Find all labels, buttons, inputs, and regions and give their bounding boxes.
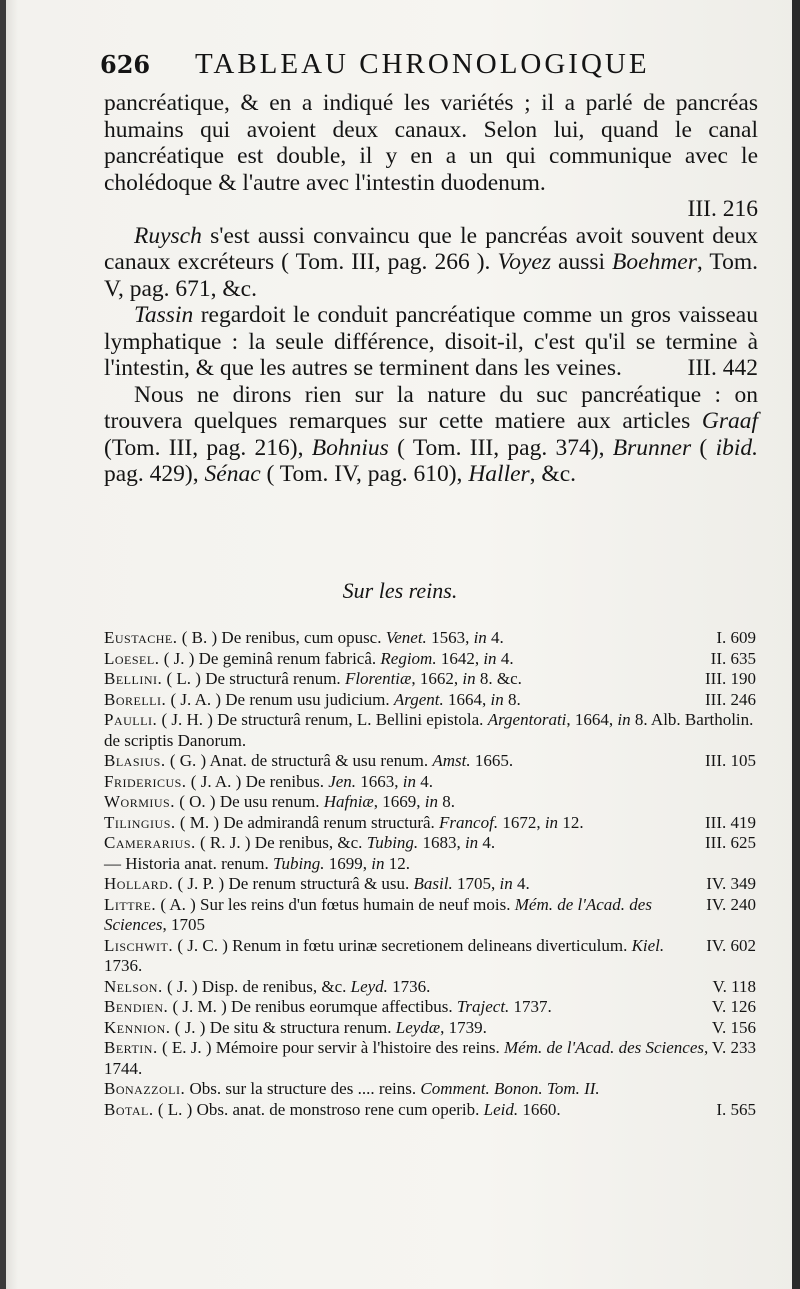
running-title: TABLEAU CHRONOLOGIQUE [195, 48, 650, 80]
entry-author: Camerarius. [104, 833, 196, 852]
volume-ref: IV. 602 [706, 935, 756, 955]
entry-author: Loesel. [104, 648, 160, 668]
bibliography-entry: I. 565 Botal. ( L. ) Obs. anat. de monstroso rene cum operib. Leid. 1660. [104, 1099, 756, 1119]
bibliography-entry: IV. 349 Hollard. ( J. P. ) De renum structurâ & usu. Basil. 1705, in 4. [104, 874, 756, 893]
bibliography-entry: III. 190 Bellini. ( L. ) De structurâ renum. Florentiæ, 1662, in 8. &c. [104, 669, 756, 688]
entry-author: Bonazzoli. [104, 1079, 186, 1098]
bibliography-entry: Fridericus. ( J. A. ) De renibus. Jen. 1663, in 4. [104, 771, 434, 791]
page-left-edge [0, 0, 6, 1289]
reference: III. 442 [687, 355, 758, 381]
page-header [100, 50, 720, 90]
paragraph-2: Ruysch s'est aussi convaincu que le pancréas avoit souvent deux canaux excréteurs ( Tom. III, pag. 266 ). Voyez aussi Boehmer, Tom. V, pag. 671, &c. [104, 222, 758, 302]
volume-ref: IV. 349 [706, 874, 756, 893]
entry-author: Kennion. [104, 1017, 171, 1037]
volume-ref: II. 635 [710, 648, 756, 668]
section-title: Sur les reins. [342, 578, 458, 603]
volume-ref: III. 419 [705, 812, 756, 832]
entry-author: Bertin. [104, 1038, 158, 1057]
entry-author: Eustache. [104, 628, 178, 647]
bibliography-entry: I. 609 Eustache. ( B. ) De renibus, cum opusc. Venet. 1563, in 4. [104, 628, 756, 647]
entry-author: Nelson. [104, 976, 163, 996]
bibliography-entry: III. 246 Borelli. ( J. A. ) De renum usu judicium. Argent. 1664, in 8. [104, 689, 756, 709]
bibliography-list [104, 628, 756, 1120]
volume-ref: III. 246 [705, 689, 756, 709]
paragraph-1: pancréatique, & en a indiqué les variétés ; il a parlé de pancréas humains qui avoient deux canaux. Selon lui, quand le canal pancréatique est double, il y en a un qui communique avec le cholédoque & l'autre avec l'intestin duodenum. III. 216 [104, 90, 758, 222]
entry-author: Wormius. [104, 792, 175, 811]
volume-ref: V. 233 [711, 1038, 756, 1057]
page-right-edge [792, 0, 800, 1289]
volume-ref: IV. 240 [706, 894, 756, 914]
volume-ref: III. 625 [705, 833, 756, 852]
bibliography-entry: III. 625 Camerarius. ( R. J. ) De renibus, &c. Tubing. 1683, in 4. [104, 833, 756, 852]
entry-author: Botal. [104, 1099, 154, 1119]
body-text [104, 90, 758, 488]
bibliography-entry: IV. 240 Littre. ( A. ) Sur les reins d'un fœtus humain de neuf mois. Mém. de l'Acad. des Sciences, 1705 [104, 894, 756, 934]
entry-author: Tilingius. [104, 812, 176, 832]
bibliography-entry: III. 105 Blasius. ( G. ) Anat. de structurâ & usu renum. Amst. 1665. [104, 751, 756, 770]
bibliography-entry: IV. 602 Lischwit. ( J. C. ) Renum in fœtu urinæ secretionem delineans diverticulum. Kiel. 1736. [104, 935, 756, 975]
volume-ref: III. 105 [705, 751, 756, 770]
paragraph-3: Tassin regardoit le conduit pancréatique comme un gros vaisseau lymphatique : la seule différence, disoit-il, c'est qu'il se termine à l'intestin, & que les autres se terminent dans les veines. III. 442 [104, 302, 758, 381]
bibliography-entry: V. 156 Kennion. ( J. ) De situ & structura renum. Leydæ, 1739. [104, 1017, 756, 1037]
entry-author: Hollard. [104, 874, 174, 893]
volume-ref: I. 565 [716, 1099, 756, 1119]
entry-author: Paulli. [104, 710, 158, 729]
volume-ref: V. 118 [712, 976, 756, 996]
volume-ref: V. 126 [711, 997, 756, 1016]
entry-author: Lischwit. [104, 935, 174, 955]
entry-author: Borelli. [104, 689, 167, 709]
bibliography-entry: II. 635 Loesel. ( J. ) De geminâ renum fabricâ. Regiom. 1642, in 4. [104, 648, 756, 668]
volume-ref: I. 609 [716, 628, 756, 647]
page-number: 626 [100, 50, 151, 79]
bibliography-entry: III. 419 Tilingius. ( M. ) De admirandâ renum structurâ. Francof. 1672, in 12. [104, 812, 756, 832]
bibliography-entry: Bonazzoli. Obs. sur la structure des .... reins. Comment. Bonon. Tom. II. [104, 1079, 600, 1098]
volume-ref: V. 156 [711, 1017, 756, 1037]
reference: III. 216 [687, 196, 758, 222]
bibliography-entry: V. 118 Nelson. ( J. ) Disp. de renibus, &c. Leyd. 1736. [104, 976, 756, 996]
entry-author: Blasius. [104, 751, 166, 770]
bibliography-entry: Paulli. ( J. H. ) De structurâ renum, L. Bellini epistola. Argentorati, 1664, in 8. Alb. Bartholin. de scriptis Danorum. [104, 710, 754, 750]
entry-author: Bellini. [104, 669, 163, 688]
entry-author: Fridericus. [104, 771, 187, 791]
entry-author: Littre. [104, 894, 157, 914]
entry-author: Bendien. [104, 997, 169, 1016]
bibliography-entry: Wormius. ( O. ) De usu renum. Hafniæ, 1669, in 8. [104, 792, 455, 811]
bibliography-entry: V. 126 Bendien. ( J. M. ) De renibus eorumque affectibus. Traject. 1737. [104, 997, 756, 1016]
volume-ref: III. 190 [705, 669, 756, 688]
bibliography-entry: — Historia anat. renum. Tubing. 1699, in 12. [104, 853, 410, 873]
bibliography-entry: V. 233 Bertin. ( E. J. ) Mémoire pour servir à l'histoire des reins. Mém. de l'Acad. des Sciences, 1744. [104, 1038, 756, 1078]
paragraph-4: Nous ne dirons rien sur la nature du suc pancréatique : on trouvera quelques remarques sur cette matiere aux articles Graaf (Tom. III, pag. 216), Bohnius ( Tom. III, pag. 374), Brunner ( ibid. pag. 429), Sénac ( Tom. IV, pag. 610), Haller, &c. [104, 381, 758, 487]
